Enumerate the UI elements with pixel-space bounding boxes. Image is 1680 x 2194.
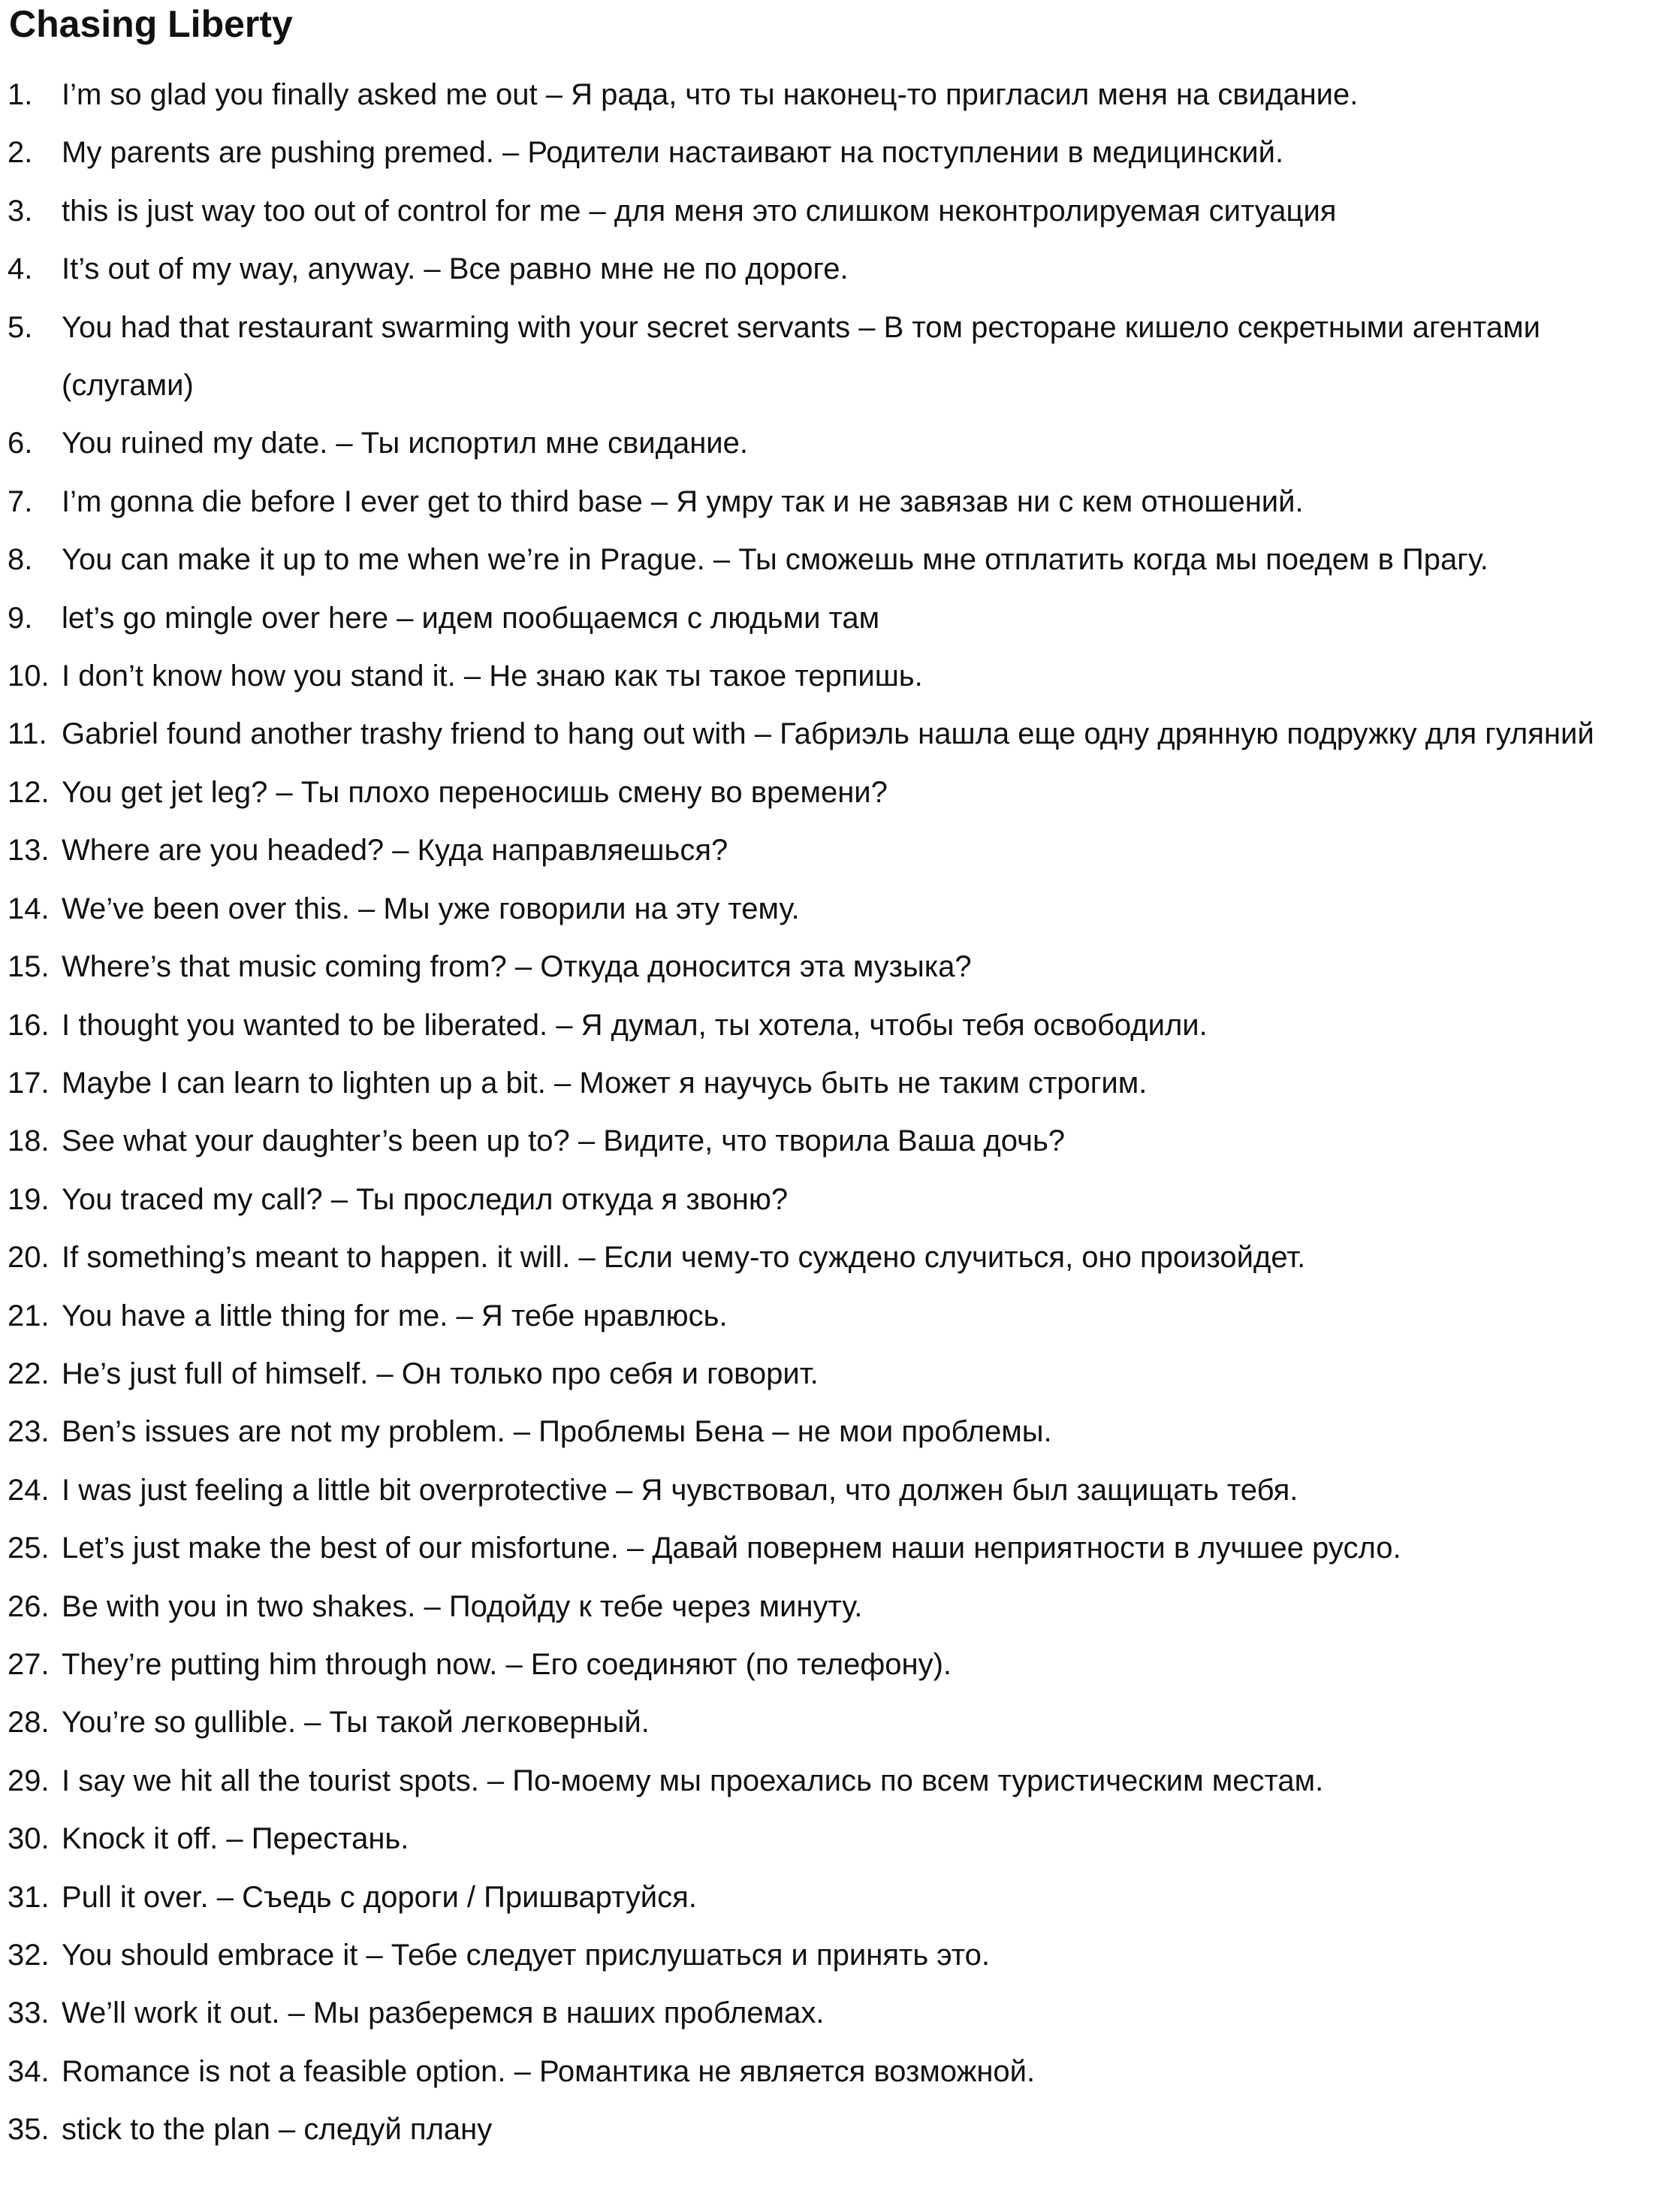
item-text: let’s go mingle over here – идем пообщаемся с людьми там <box>62 601 880 635</box>
list-item <box>0 647 1680 705</box>
item-number: 23. <box>8 1415 50 1449</box>
item-number: 30. <box>8 1822 50 1856</box>
list-item <box>0 473 1680 531</box>
item-text: You get jet leg? – Ты плохо переносишь смену во времени? <box>62 775 888 809</box>
item-text: Knock it off. – Перестань. <box>62 1822 409 1856</box>
item-number: 16. <box>8 1008 50 1042</box>
item-text: You should embrace it – Тебе следует прислушаться и принять это. <box>62 1939 991 1972</box>
list-item <box>0 1869 1680 1927</box>
item-text: Romance is not a feasible option. – Романтика не является возможной. <box>62 2054 1036 2088</box>
item-number: 6. <box>8 427 33 460</box>
item-number: 18. <box>8 1124 50 1158</box>
list-item <box>0 764 1680 822</box>
item-text: We’ve been over this. – Мы уже говорили на эту тему. <box>62 892 800 925</box>
item-number: 29. <box>8 1764 50 1797</box>
item-number: 2. <box>8 136 33 170</box>
item-number: 21. <box>8 1299 50 1332</box>
item-number: 35. <box>8 2113 50 2147</box>
item-number: 22. <box>8 1357 50 1390</box>
item-text: They’re putting him through now. – Его соединяют (по телефону). <box>62 1647 952 1681</box>
item-text: Let’s just make the best of our misfortune. – Давай повернем наши неприятности в лучшее русло. <box>62 1532 1401 1565</box>
item-text: Ben’s issues are not my problem. – Проблемы Бена – не мои проблемы. <box>62 1415 1052 1449</box>
item-text: You traced my call? – Ты проследил откуда я звоню? <box>62 1182 789 1216</box>
item-text: I don’t know how you stand it. – Не знаю как ты такое терпишь. <box>62 659 923 693</box>
item-text: stick to the plan – следуй плану <box>62 2113 493 2147</box>
item-text: See what your daughter’s been up to? – Видите, что творила Ваша дочь? <box>62 1124 1066 1158</box>
item-text: Be with you in two shakes. – Подойду к тебе через минуту. <box>62 1589 863 1623</box>
item-number: 17. <box>8 1066 50 1100</box>
item-text: He’s just full of himself. – Он только про себя и говорит. <box>62 1357 819 1390</box>
item-number: 31. <box>8 1880 50 1914</box>
list-item <box>0 1984 1680 2042</box>
item-number: 15. <box>8 950 50 984</box>
item-number: 5. <box>8 310 33 344</box>
list-item <box>0 1112 1680 1170</box>
item-number: 12. <box>8 775 50 809</box>
list-item <box>0 880 1680 938</box>
item-number: 10. <box>8 659 50 693</box>
item-number: 11. <box>8 717 47 751</box>
item-text: You ruined my date. – Ты испортил мне свидание. <box>62 427 748 460</box>
item-text: You had that restaurant swarming with your secret servants – В том ресторане кишело секретными агентами (слугами) <box>62 310 1540 403</box>
item-text: If something’s meant to happen. it will. – Если чему-то суждено случиться, оно произойдет. <box>62 1241 1306 1275</box>
list-item <box>0 1636 1680 1694</box>
item-number: 13. <box>8 834 50 868</box>
list-item <box>0 1345 1680 1403</box>
item-text: I’m gonna die before I ever get to third base – Я умру так и не завязав ни с кем отношений. <box>62 484 1304 518</box>
list-item <box>0 938 1680 996</box>
list-item <box>0 1927 1680 1984</box>
item-text: You’re so gullible. – Ты такой легковерный. <box>62 1706 650 1740</box>
list-item <box>0 1694 1680 1752</box>
list-item <box>0 1171 1680 1229</box>
list-item <box>0 2043 1680 2101</box>
list-item <box>0 531 1680 589</box>
item-number: 9. <box>8 601 33 635</box>
list-item <box>0 1752 1680 1810</box>
item-text: Pull it over. – Съедь с дороги / Пришвартуйся. <box>62 1880 697 1914</box>
document-title: Chasing Liberty <box>9 3 293 45</box>
item-text: You can make it up to me when we’re in Prague. – Ты сможешь мне отплатить когда мы поедем в Прагу. <box>62 543 1488 577</box>
list-item <box>0 1287 1680 1345</box>
list-item <box>0 2101 1680 2159</box>
item-number: 25. <box>8 1532 50 1565</box>
list-item <box>0 415 1680 472</box>
item-text: You have a little thing for me. – Я тебе нравлюсь. <box>62 1299 728 1332</box>
list-item <box>0 124 1680 182</box>
item-text: It’s out of my way, anyway. – Все равно мне не по дороге. <box>62 252 849 286</box>
item-text: Where’s that music coming from? – Откуда доносится эта музыка? <box>62 950 972 984</box>
item-text: I was just feeling a little bit overprotective – Я чувствовал, что должен был защищать тебя. <box>62 1473 1298 1507</box>
list-item <box>0 1403 1680 1461</box>
list-item <box>0 1810 1680 1868</box>
item-number: 14. <box>8 892 50 925</box>
item-number: 8. <box>8 543 33 577</box>
item-text: I say we hit all the tourist spots. – По-моему мы проехались по всем туристическим местам. <box>62 1764 1324 1797</box>
item-text: Where are you headed? – Куда направляешься? <box>62 834 728 868</box>
item-number: 3. <box>8 194 33 228</box>
item-text: this is just way too out of control for me – для меня это слишком неконтролируемая ситуация <box>62 194 1337 228</box>
phrase-list <box>0 66 1680 2159</box>
item-number: 1. <box>8 78 33 111</box>
list-item <box>0 1578 1680 1636</box>
item-number: 24. <box>8 1473 50 1507</box>
item-text: Maybe I can learn to lighten up a bit. – Может я научусь быть не таким строгим. <box>62 1066 1148 1100</box>
list-item <box>0 822 1680 880</box>
list-item <box>0 1229 1680 1287</box>
list-item <box>0 1462 1680 1520</box>
item-text: Gabriel found another trashy friend to hang out with – Габриэль нашла еще одну дрянную подружку для гуляний <box>62 717 1594 751</box>
item-number: 19. <box>8 1182 50 1216</box>
item-number: 33. <box>8 1996 50 2030</box>
list-item <box>0 705 1680 763</box>
list-item <box>0 1520 1680 1577</box>
item-text: I thought you wanted to be liberated. – Я думал, ты хотела, чтобы тебя освободили. <box>62 1008 1208 1042</box>
item-number: 26. <box>8 1589 50 1623</box>
list-item <box>0 997 1680 1055</box>
list-item <box>0 240 1680 298</box>
item-number: 7. <box>8 484 33 518</box>
list-item <box>0 183 1680 240</box>
list-item <box>0 299 1680 415</box>
item-text: My parents are pushing premed. – Родители настаивают на поступлении в медицинский. <box>62 136 1284 170</box>
item-text: We’ll work it out. – Мы разберемся в наших проблемах. <box>62 1996 825 2030</box>
item-text: I’m so glad you finally asked me out – Я рада, что ты наконец-то пригласил меня на свидание. <box>62 78 1359 111</box>
item-number: 4. <box>8 252 33 286</box>
item-number: 28. <box>8 1706 50 1740</box>
item-number: 32. <box>8 1939 50 1972</box>
item-number: 34. <box>8 2054 50 2088</box>
list-item <box>0 66 1680 124</box>
list-item <box>0 1055 1680 1112</box>
item-number: 27. <box>8 1647 50 1681</box>
list-item <box>0 590 1680 647</box>
item-number: 20. <box>8 1241 50 1275</box>
